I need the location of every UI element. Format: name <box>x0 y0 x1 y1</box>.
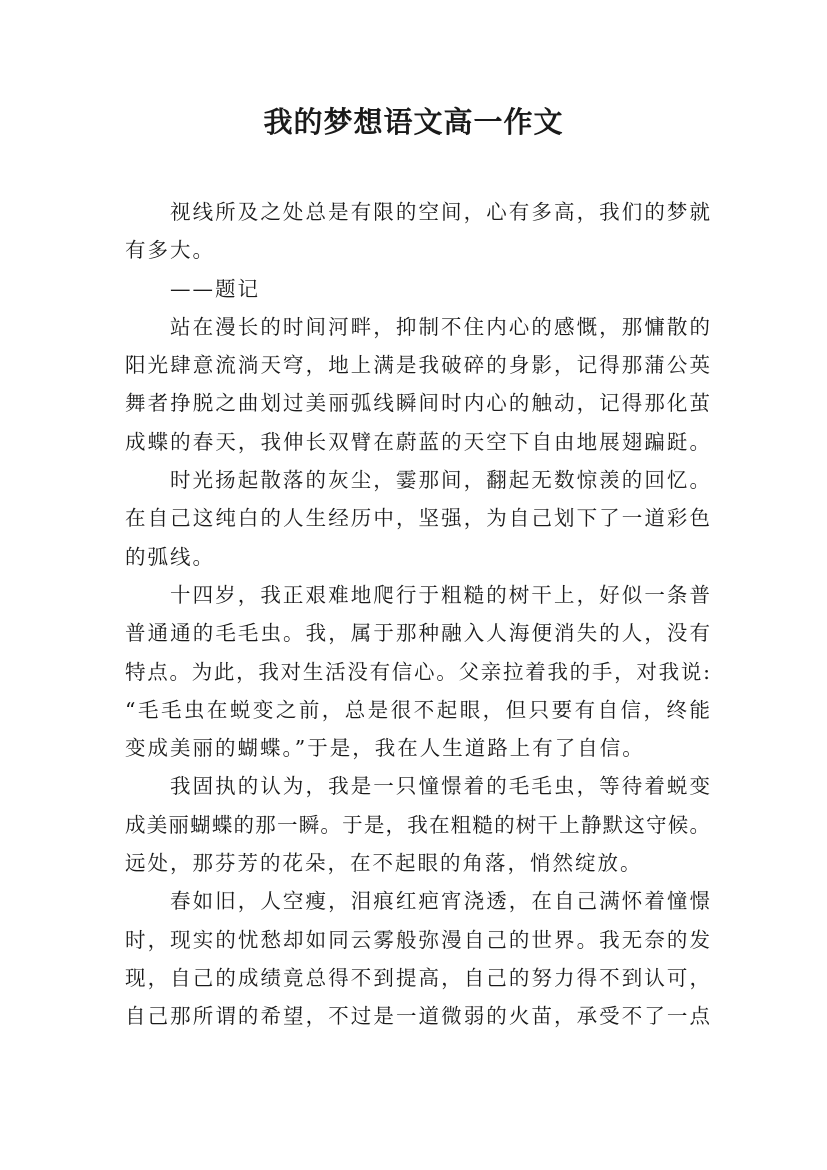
text-line: 站在漫长的时间河畔，抑制不住内心的感慨，那慵散的 <box>170 314 710 339</box>
text-line: 春如旧，人空瘦，泪痕红疤宵浇透，在自己满怀着憧憬 <box>170 889 710 914</box>
text-line: 远处，那芬芳的花朵，在不起眼的角落，悄然绽放。 <box>125 851 643 876</box>
text-line: 的弧线。 <box>125 544 215 569</box>
text-line: 十四岁，我正艰难地爬行于粗糙的树干上，好似一条普 <box>170 582 710 607</box>
text-line: “毛毛虫在蜕变之前，总是很不起眼，但只要有自信，终能 <box>125 697 710 722</box>
text-line: 舞者挣脱之曲划过美丽弧线瞬间时内心的触动，记得那化茧 <box>125 391 710 416</box>
text-line: 变成美丽的蝴蝶。”于是，我在人生道路上有了自信。 <box>125 736 645 761</box>
text-line: 我固执的认为，我是一只憧憬着的毛毛虫，等待着蜕变 <box>170 774 710 799</box>
text-line: ——题记 <box>170 276 260 301</box>
text-line: 成蝶的春天，我伸长双臂在蔚蓝的天空下自由地展翅蹁跹。 <box>125 429 710 454</box>
text-line: 在自己这纯白的人生经历中，坚强，为自己划下了一道彩色 <box>125 506 710 531</box>
document-title: 我的梦想语文高一作文 <box>263 105 564 139</box>
text-line: 有多大。 <box>125 238 215 263</box>
text-line: 时光扬起散落的灰尘，霎那间，翻起无数惊羡的回忆。 <box>170 468 710 493</box>
text-line: 自己那所谓的希望，不过是一道微弱的火苗，承受不了一点 <box>125 1004 710 1029</box>
document-body <box>125 193 710 1036</box>
text-line: 阳光肆意流淌天穹，地上满是我破碎的身影，记得那蒲公英 <box>125 353 710 378</box>
text-line: 特点。为此，我对生活没有信心。父亲拉着我的手，对我说: <box>125 659 710 684</box>
text-line: 普通通的毛毛虫。我，属于那种融入人海便消失的人，没有 <box>125 621 710 646</box>
text-line: 成美丽蝴蝶的那一瞬。于是，我在粗糙的树干上静默这守候。 <box>125 812 710 837</box>
text-line: 时，现实的忧愁却如同云雾般弥漫自己的世界。我无奈的发 <box>125 927 710 952</box>
text-line: 现，自己的成绩竟总得不到提高，自己的努力得不到认可， <box>125 965 710 990</box>
text-line: 视线所及之处总是有限的空间，心有多高，我们的梦就 <box>170 200 710 224</box>
